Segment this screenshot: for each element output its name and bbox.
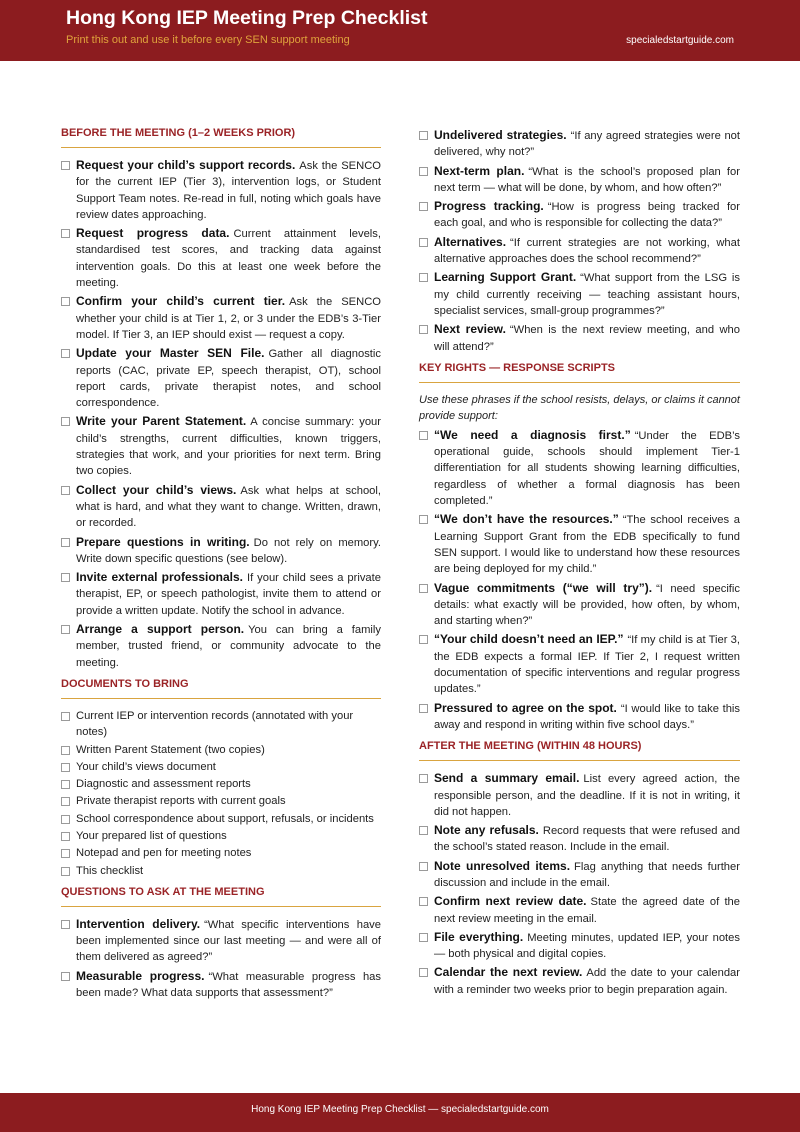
item-text: Private therapist reports with current goals <box>76 795 286 808</box>
item-text: If your child sees a private therapist, EP, or speech pathologist, invite them to attend or provide a written update. Notify the school in advance. <box>76 572 381 617</box>
item-text: “What specific interventions have been implemented since our last meeting — and were all of them delivered as agreed?” <box>76 918 381 964</box>
checkbox[interactable] <box>61 538 70 547</box>
checkbox[interactable] <box>419 238 428 247</box>
checklist-item <box>419 234 740 268</box>
item-text: This checklist <box>76 864 144 877</box>
item-text: “Under the EDB’s operational guide, schools should implement Tier-1 differentiation for all students showing learning difficulties, regardless of whether a formal diagnosis has been completed.” <box>434 429 740 508</box>
item-lead: Alternatives. <box>434 234 507 249</box>
checkbox[interactable] <box>61 417 70 426</box>
item-text: “What measurable progress has been made? What data supports that assessment?” <box>76 970 381 1000</box>
checklist-item <box>419 858 740 892</box>
checkbox[interactable] <box>61 832 70 841</box>
section-heading: BEFORE THE MEETING (1–2 WEEKS PRIOR) <box>61 127 381 148</box>
checkbox[interactable] <box>419 704 428 713</box>
checklist-item <box>61 811 381 827</box>
item-text: “If any agreed strategies were not delivered, why not?” <box>434 130 740 159</box>
item-lead: Request progress data. <box>76 226 230 241</box>
item-lead: Update your Master SEN File. <box>76 346 265 361</box>
item-lead: Measurable progress. <box>76 968 205 983</box>
section-heading: DOCUMENTS TO BRING <box>61 678 381 699</box>
checkbox[interactable] <box>419 933 428 942</box>
checklist-item <box>419 822 740 856</box>
checklist <box>419 127 740 355</box>
item-lead: Prepare questions in writing. <box>76 534 250 549</box>
item-text: Current IEP or intervention records (annotated with your notes) <box>76 709 354 739</box>
item-text: “If my child is at Tier 3, the EDB expects a formal IEP. If Tier 2, I request written documentation of specific interventions and regular progress updates.” <box>434 634 740 696</box>
section-key-rights <box>419 362 740 733</box>
checklist <box>61 708 381 879</box>
checklist-item <box>61 708 381 741</box>
header-bar <box>0 0 800 61</box>
item-text: “When is the next review meeting, and who will attend?” <box>434 324 740 353</box>
checkbox[interactable] <box>61 746 70 755</box>
item-text: Diagnostic and assessment reports <box>76 778 251 791</box>
checklist-item <box>419 631 740 697</box>
footer-text: Hong Kong IEP Meeting Prep Checklist — specialedstartguide.com <box>251 1104 549 1115</box>
page-title: Hong Kong IEP Meeting Prep Checklist <box>66 7 428 29</box>
checklist-item <box>419 127 740 161</box>
item-lead: Note any refusals. <box>434 823 539 838</box>
checklist-item <box>61 776 381 792</box>
item-lead: Confirm your child’s current tier. <box>76 294 286 309</box>
checklist-item <box>419 893 740 927</box>
checklist <box>419 427 740 733</box>
section-questions <box>61 886 381 1001</box>
item-text: Ask the SENCO whether your child is at Tier 1, 2, or 3 under the EDB’s 3-Tier model. If Tier 3, an IEP should exist — request a copy. <box>76 296 381 341</box>
site-link[interactable]: specialedstartguide.com <box>626 35 734 46</box>
checkbox[interactable] <box>419 202 428 211</box>
section-heading: AFTER THE MEETING (WITHIN 48 HOURS) <box>419 740 740 761</box>
item-text: “If current strategies are not working, what alternative approaches does the school recommend?” <box>434 236 740 266</box>
item-text: “I need specific details: what exactly will be provided, how often, by whom, and starting when?” <box>434 582 740 628</box>
section-documents <box>61 678 381 879</box>
checkbox[interactable] <box>61 297 70 306</box>
item-lead: File everything. <box>434 929 524 944</box>
item-text: Your prepared list of questions <box>76 829 227 842</box>
item-lead: Send a summary email. <box>434 771 580 786</box>
item-lead: Pressured to agree on the spot. <box>434 700 617 715</box>
item-text: “How is progress being tracked for each goal, and who is responsible for collecting the data?” <box>434 201 740 230</box>
item-lead: Next-term plan. <box>434 163 525 178</box>
checklist-item <box>419 929 740 963</box>
item-text: Written Parent Statement (two copies) <box>76 743 265 756</box>
checklist-item <box>61 828 381 844</box>
checklist-item <box>419 770 740 820</box>
item-text: State the agreed date of the next review meeting in the email. <box>434 896 740 925</box>
item-text: Meeting minutes, updated IEP, your notes — both physical and digital copies. <box>434 931 740 961</box>
right-column <box>419 127 740 1005</box>
checklist-item <box>419 511 740 577</box>
checkbox[interactable] <box>419 131 428 140</box>
footer-bar <box>0 1093 800 1132</box>
checkbox[interactable] <box>61 849 70 858</box>
item-text: “The school receives a Learning Support Grant from the EDB specifically to fund SEN support. I would like to understand how these resources are being deployed for my child.” <box>434 514 740 576</box>
checkbox[interactable] <box>61 920 70 929</box>
item-lead: Vague commitments (“we will try”). <box>434 580 653 595</box>
section-intro: Use these phrases if the school resists, delays, or claims it cannot provide support: <box>419 393 740 422</box>
item-lead: “We don’t have the resources.” <box>434 512 619 527</box>
checkbox[interactable] <box>419 515 428 524</box>
checklist-item <box>419 580 740 630</box>
item-text: “What support from the LSG is my child currently receiving — teaching assistant hours, specialist services, small-group programmes?” <box>434 272 740 317</box>
checkbox[interactable] <box>419 273 428 282</box>
item-text: “What is the school’s proposed plan for next term — what will be done, by whom, and how often?” <box>434 165 740 194</box>
item-lead: “We need a diagnosis first.” <box>434 427 631 442</box>
item-text: You can bring a family member, trusted friend, or community advocate to the meeting. <box>76 624 381 669</box>
page-subtitle: Print this out and use it before every SEN support meeting <box>66 34 350 46</box>
item-lead: Progress tracking. <box>434 199 544 214</box>
checkbox[interactable] <box>61 161 70 170</box>
checklist-item <box>419 198 740 232</box>
item-lead: “Your child doesn’t need an IEP.” <box>434 632 624 647</box>
item-text: Current attainment levels, standardised test scores, and tracking data against intervention goals. Do this at least one week before the meeting. <box>76 228 381 290</box>
item-lead: Invite external professionals. <box>76 570 243 585</box>
item-lead: Next review. <box>434 322 506 337</box>
item-text: Ask what helps at school, what is hard, and what they want to change. Written, drawn, or recorded. <box>76 484 381 530</box>
checkbox[interactable] <box>61 815 70 824</box>
item-lead: Write your Parent Statement. <box>76 414 247 429</box>
item-lead: Arrange a support person. <box>76 622 245 637</box>
checklist-item <box>61 157 381 223</box>
checkbox[interactable] <box>419 167 428 176</box>
checkbox[interactable] <box>61 625 70 634</box>
left-column <box>61 127 381 1008</box>
checkbox[interactable] <box>61 763 70 772</box>
item-text: Do not rely on memory. Write down specific questions (see below). <box>76 536 381 565</box>
checklist-item <box>61 293 381 343</box>
item-lead: Calendar the next review. <box>434 965 583 980</box>
checkbox[interactable] <box>61 229 70 238</box>
checklist <box>419 770 740 998</box>
checkbox[interactable] <box>61 486 70 495</box>
checklist-item <box>61 482 381 532</box>
checklist-item <box>61 968 381 1002</box>
checkbox[interactable] <box>419 635 428 644</box>
item-lead: Undelivered strategies. <box>434 128 567 142</box>
section-heading: KEY RIGHTS — RESPONSE SCRIPTS <box>419 362 740 383</box>
item-lead: Confirm next review date. <box>434 894 587 909</box>
checkbox[interactable] <box>61 867 70 876</box>
item-lead: Note unresolved items. <box>434 858 571 873</box>
section-before-meeting <box>61 127 381 671</box>
checklist-item <box>61 916 381 966</box>
checkbox[interactable] <box>419 774 428 783</box>
item-lead: Request your child’s support records. <box>76 158 296 172</box>
checkbox[interactable] <box>419 431 428 440</box>
item-text: A concise summary: your child’s strengths, current difficulties, known triggers, strategies that work, and your priorities for next term. Bring two copies. <box>76 416 382 478</box>
checklist-item <box>419 163 740 197</box>
checklist-item <box>61 863 381 879</box>
item-text: Gather all diagnostic reports (CAC, private EP, speech therapist, OT), school report cards, private therapist notes, and school correspondence. <box>76 348 381 410</box>
checklist-item <box>419 321 740 355</box>
section-questions-continued <box>419 127 740 355</box>
checkbox[interactable] <box>61 972 70 981</box>
item-text: Your child’s views document <box>76 760 216 773</box>
checklist-item <box>61 345 381 411</box>
checklist-item <box>61 845 381 861</box>
item-text: “I would like to take this away and respond in writing within five school days.” <box>434 702 741 731</box>
checklist-item <box>61 742 381 758</box>
section-heading: QUESTIONS TO ASK AT THE MEETING <box>61 886 381 907</box>
checklist-item <box>61 413 381 479</box>
item-text: Ask the SENCO for the current IEP (Tier 3), intervention logs, or Student Support Team notes. Re-read in full, noting which goals have review dates approaching. <box>76 160 382 221</box>
item-text: Record requests that were refused and the school’s stated reason. Include in the email. <box>434 825 741 854</box>
checklist-item <box>419 964 740 998</box>
item-text: List every agreed action, the responsible person, and the deadline. If it is not in writing, it did not happen. <box>434 773 740 818</box>
item-lead: Collect your child’s views. <box>76 482 237 497</box>
checklist-item <box>61 621 381 671</box>
checkbox[interactable] <box>61 349 70 358</box>
checkbox[interactable] <box>419 897 428 906</box>
item-text: Notepad and pen for meeting notes <box>76 847 252 860</box>
checklist-item <box>61 225 381 291</box>
checklist-item <box>419 427 740 509</box>
checklist-item <box>419 700 740 734</box>
checklist-item <box>61 534 381 568</box>
checkbox[interactable] <box>419 826 428 835</box>
checklist <box>61 916 381 1001</box>
item-lead: Learning Support Grant. <box>434 270 577 285</box>
item-lead: Intervention delivery. <box>76 916 201 931</box>
item-text: School correspondence about support, refusals, or incidents <box>76 812 374 825</box>
checklist-item <box>61 759 381 775</box>
checklist-item <box>61 569 381 619</box>
checkbox[interactable] <box>419 968 428 977</box>
checkbox[interactable] <box>61 780 70 789</box>
checkbox[interactable] <box>61 573 70 582</box>
checkbox[interactable] <box>61 712 70 721</box>
item-text: Flag anything that needs further discussion and include in the email. <box>434 860 740 889</box>
checkbox[interactable] <box>61 797 70 806</box>
checklist-item <box>419 269 740 319</box>
checkbox[interactable] <box>419 862 428 871</box>
checklist <box>61 157 381 671</box>
checklist-item <box>61 793 381 809</box>
section-after-meeting <box>419 740 740 998</box>
item-text: Add the date to your calendar with a reminder two weeks prior to begin preparation again. <box>434 967 740 996</box>
checkbox[interactable] <box>419 325 428 334</box>
checkbox[interactable] <box>419 584 428 593</box>
